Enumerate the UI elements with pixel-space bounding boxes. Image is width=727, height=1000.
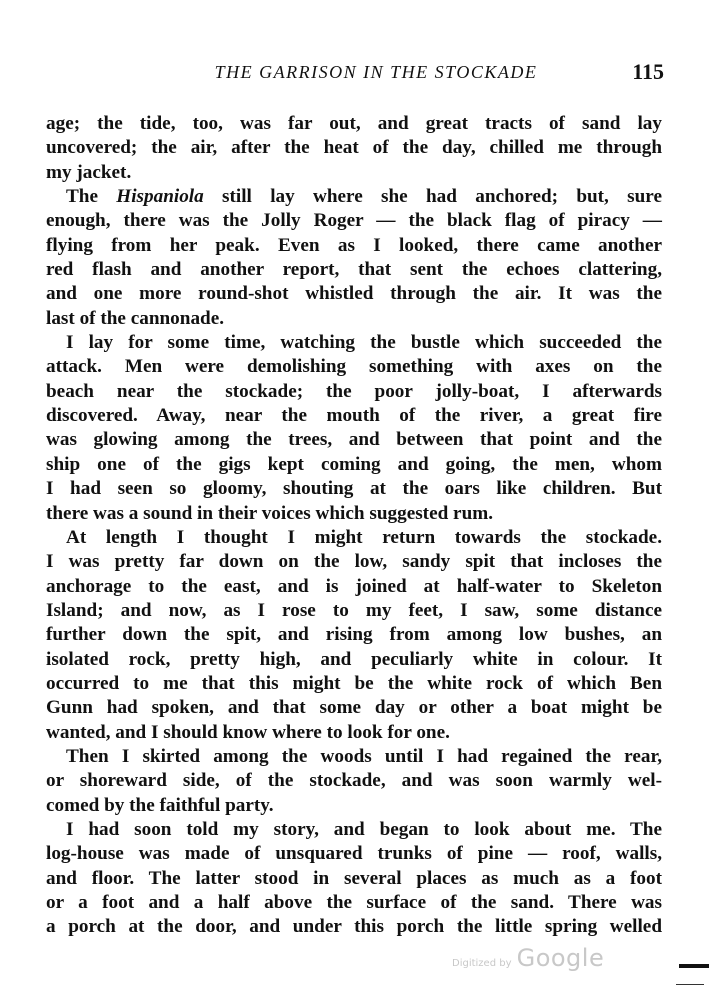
body-text	[46, 112, 662, 940]
text-line: At length I thought I might return towards the stockade.	[66, 526, 662, 548]
text-line: or a foot and a half above the surface of the sand. There was	[46, 892, 662, 913]
ship-name: Hispaniola	[116, 186, 204, 208]
watermark-google-logo: Google	[516, 944, 605, 972]
text-line: uncovered; the air, after the heat of the day, chilled me through	[46, 137, 662, 159]
text-line: age; the tide, too, was far out, and great tracts of sand lay	[46, 113, 662, 134]
text-line: and one more round-shot whistled through the air. It was the	[46, 283, 662, 305]
text-line: ship one of the gigs kept coming and going, the men, whom	[46, 453, 662, 475]
text-line: anchorage to the east, and is joined at half-water to Skeleton	[46, 575, 662, 597]
running-header	[46, 59, 666, 92]
text-line: I lay for some time, watching the bustle which succeeded the	[66, 332, 662, 354]
text-line: red flash and another report, that sent the echoes clattering,	[46, 259, 662, 281]
text-line: was glowing among the trees, and between that point and the	[46, 429, 662, 451]
text-line: last of the cannonade.	[46, 307, 225, 329]
text-line: my jacket.	[46, 161, 132, 183]
page-number: 115	[632, 59, 664, 84]
text-line: Island; and now, as I rose to my feet, I saw, some distance	[46, 599, 662, 621]
text-line	[46, 185, 662, 209]
running-title: THE GARRISON IN THE STOCKADE	[214, 62, 538, 82]
text-line: beach near the stockade; the poor jolly-boat, I afterwards	[46, 380, 662, 402]
text-line: I was pretty far down on the low, sandy spit that incloses the	[46, 551, 662, 573]
text-fragment: still lay where she had anchored; but, sure	[203, 186, 662, 208]
text-line: or shoreward side, of the stockade, and was soon warmly wel-	[46, 770, 662, 792]
text-line: discovered. Away, near the mouth of the river, a great fire	[46, 405, 662, 427]
text-line: log-house was made of unsquared trunks of pine — roof, walls,	[46, 843, 662, 865]
text-line: occurred to me that this might be the white rock of which Ben	[46, 672, 662, 694]
text-line: isolated rock, pretty high, and peculiarly white in colour. It	[46, 648, 662, 670]
text-line: Gunn had spoken, and that some day or other a boat might be	[46, 697, 662, 719]
text-line: Then I skirted among the woods until I had regained the rear,	[66, 745, 662, 767]
text-line: wanted, and I should know where to look for one.	[46, 721, 450, 743]
text-line: there was a sound in their voices which suggested rum.	[46, 502, 494, 524]
text-fragment: The	[66, 186, 117, 208]
text-line: I had soon told my story, and began to look about me. The	[66, 818, 662, 840]
text-line: attack. Men were demolishing something with axes on the	[46, 356, 662, 378]
google-watermark	[452, 944, 604, 972]
text-line: a porch at the door, and under this porch the little spring welled	[46, 916, 662, 938]
scan-mark	[676, 984, 704, 985]
text-line: I had seen so gloomy, shouting at the oars like children. But	[46, 478, 662, 500]
text-line: enough, there was the Jolly Roger — the black flag of piracy —	[46, 210, 662, 232]
text-line: flying from her peak. Even as I looked, there came another	[46, 234, 662, 256]
text-line: and floor. The latter stood in several places as much as a foot	[46, 867, 662, 889]
watermark-digitized-by: Digitized by	[452, 958, 512, 969]
scan-mark	[679, 964, 709, 968]
text-line: comed by the faithful party.	[46, 794, 274, 816]
text-line: further down the spit, and rising from among low bushes, an	[46, 624, 662, 646]
